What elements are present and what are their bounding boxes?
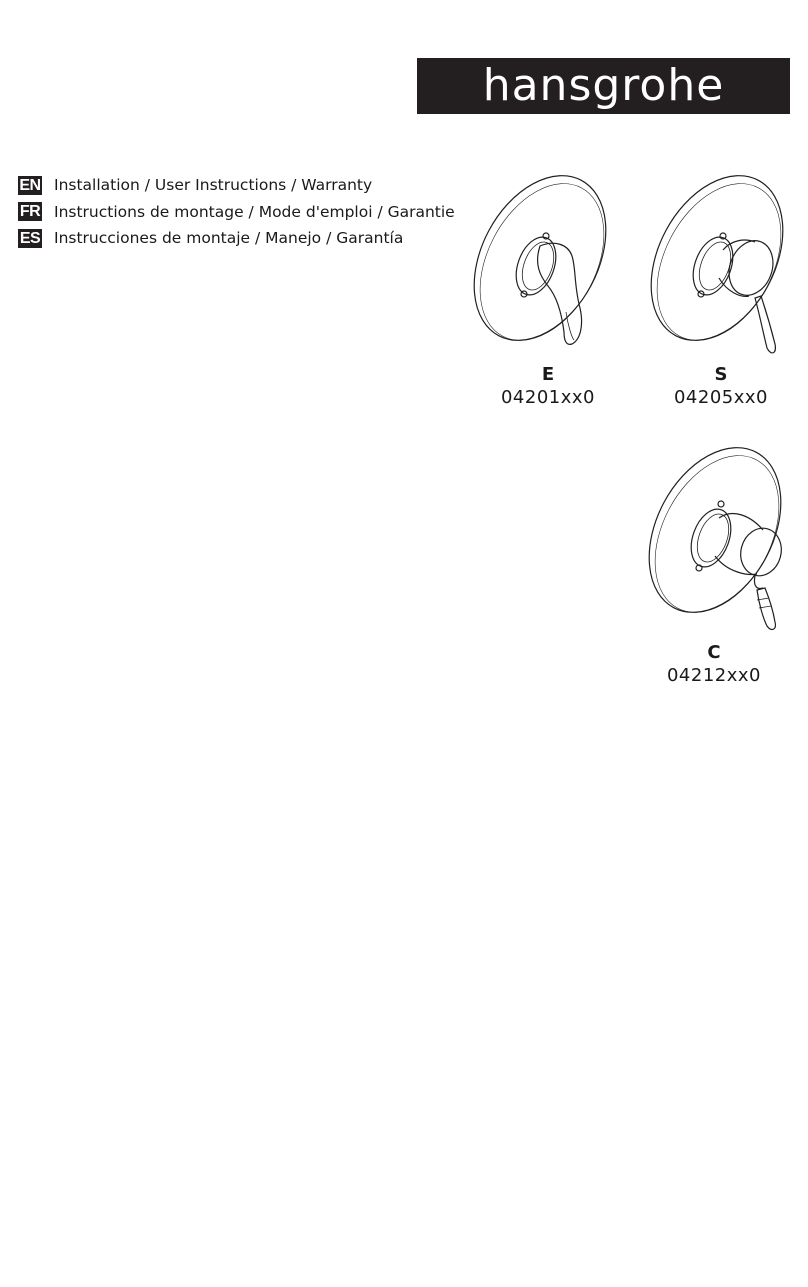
language-title: Instrucciones de montaje / Manejo / Garantía xyxy=(54,229,404,248)
language-title: Instructions de montage / Mode d'emploi / Garantie xyxy=(54,202,455,221)
valve-trim-e-illustration xyxy=(468,168,608,353)
variant-letter: S xyxy=(714,364,728,385)
language-row-en xyxy=(18,172,455,199)
language-title: Installation / User Instructions / Warranty xyxy=(54,176,373,195)
language-row-es xyxy=(18,225,455,252)
product-label-e xyxy=(478,360,618,410)
language-row-fr xyxy=(18,199,455,226)
product-c xyxy=(643,440,793,686)
product-s xyxy=(645,168,795,408)
language-title-list xyxy=(18,172,455,252)
language-code-badge: FR xyxy=(19,203,41,221)
part-number: 04205xx0 xyxy=(673,387,769,408)
brand-logo-text: hansgrohe xyxy=(482,60,725,111)
variant-letter: C xyxy=(707,642,721,663)
product-e xyxy=(468,168,608,408)
valve-trim-s-illustration xyxy=(645,168,795,358)
product-label-s xyxy=(647,360,795,410)
variant-letter: E xyxy=(541,364,555,385)
part-number: 04212xx0 xyxy=(666,665,762,686)
product-label-c xyxy=(643,638,785,688)
brand-logo-bar xyxy=(417,58,790,114)
language-code-badge: EN xyxy=(19,176,41,194)
language-code-badge: ES xyxy=(19,229,41,247)
valve-trim-c-illustration xyxy=(643,440,793,635)
part-number: 04201xx0 xyxy=(500,387,596,408)
